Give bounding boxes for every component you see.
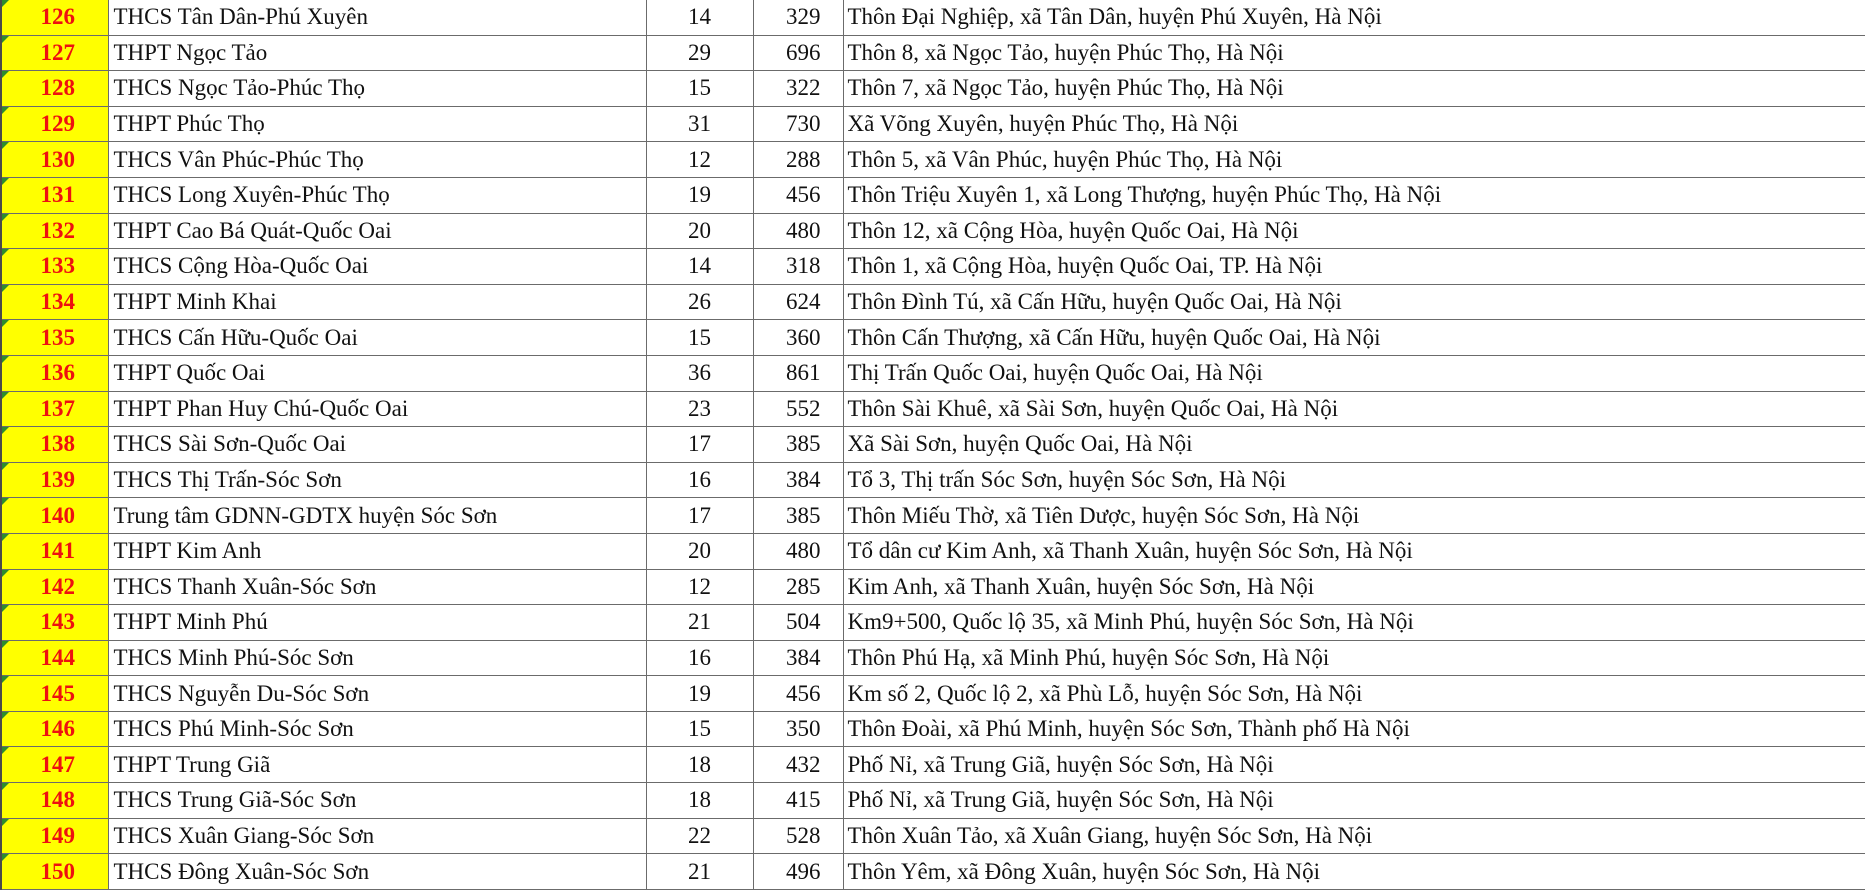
student-count-cell[interactable]: 480 (753, 533, 843, 569)
school-name-cell[interactable]: THPT Minh Phú (108, 605, 646, 641)
table-row (1, 605, 1865, 641)
student-count-cell[interactable]: 360 (753, 320, 843, 356)
row-number-cell[interactable]: 132 (1, 213, 108, 249)
student-count-cell[interactable]: 415 (753, 783, 843, 819)
class-count-cell[interactable]: 26 (646, 284, 753, 320)
class-count-cell[interactable]: 17 (646, 498, 753, 534)
address-cell[interactable]: Xã Sài Sơn, huyện Quốc Oai, Hà Nội (843, 427, 1865, 463)
table-row (1, 213, 1865, 249)
class-count-cell[interactable]: 15 (646, 711, 753, 747)
class-count-cell[interactable]: 20 (646, 533, 753, 569)
table-row (1, 320, 1865, 356)
class-count-cell[interactable]: 16 (646, 640, 753, 676)
row-number-cell[interactable]: 137 (1, 391, 108, 427)
row-number-cell[interactable]: 141 (1, 533, 108, 569)
table-row (1, 818, 1865, 854)
student-count-cell[interactable]: 285 (753, 569, 843, 605)
class-count-cell[interactable]: 14 (646, 0, 753, 35)
class-count-cell[interactable]: 36 (646, 355, 753, 391)
school-name-cell[interactable]: THCS Đông Xuân-Sóc Sơn (108, 854, 646, 890)
school-name-cell[interactable]: THPT Trung Giã (108, 747, 646, 783)
table-row (1, 427, 1865, 463)
row-number-cell[interactable]: 142 (1, 569, 108, 605)
row-number-cell[interactable]: 147 (1, 747, 108, 783)
table-row (1, 640, 1865, 676)
table-row (1, 0, 1865, 35)
address-cell[interactable]: Thôn Triệu Xuyên 1, xã Long Thượng, huyện Phúc Thọ, Hà Nội (843, 177, 1865, 213)
class-count-cell[interactable]: 12 (646, 569, 753, 605)
table-row (1, 676, 1865, 712)
address-cell[interactable]: Kim Anh, xã Thanh Xuân, huyện Sóc Sơn, Hà Nội (843, 569, 1865, 605)
student-count-cell[interactable]: 385 (753, 427, 843, 463)
row-number-cell[interactable]: 148 (1, 783, 108, 819)
class-count-cell[interactable]: 31 (646, 106, 753, 142)
address-cell[interactable]: Thôn 5, xã Vân Phúc, huyện Phúc Thọ, Hà Nội (843, 142, 1865, 178)
student-count-cell[interactable]: 861 (753, 355, 843, 391)
row-number-cell[interactable]: 129 (1, 106, 108, 142)
class-count-cell[interactable]: 20 (646, 213, 753, 249)
table-row (1, 569, 1865, 605)
student-count-cell[interactable]: 432 (753, 747, 843, 783)
table-row (1, 249, 1865, 285)
row-number-cell[interactable]: 144 (1, 640, 108, 676)
student-count-cell[interactable]: 624 (753, 284, 843, 320)
table-row (1, 747, 1865, 783)
address-cell[interactable]: Phố Nỉ, xã Trung Giã, huyện Sóc Sơn, Hà Nội (843, 783, 1865, 819)
row-number-cell[interactable]: 140 (1, 498, 108, 534)
student-count-cell[interactable]: 350 (753, 711, 843, 747)
table-row (1, 498, 1865, 534)
row-number-cell[interactable]: 138 (1, 427, 108, 463)
row-number-cell[interactable]: 143 (1, 605, 108, 641)
student-count-cell[interactable]: 504 (753, 605, 843, 641)
address-cell[interactable]: Phố Nỉ, xã Trung Giã, huyện Sóc Sơn, Hà Nội (843, 747, 1865, 783)
student-count-cell[interactable]: 552 (753, 391, 843, 427)
table-row (1, 854, 1865, 890)
address-cell[interactable]: Thị Trấn Quốc Oai, huyện Quốc Oai, Hà Nội (843, 355, 1865, 391)
address-cell[interactable]: Thôn 8, xã Ngọc Tảo, huyện Phúc Thọ, Hà Nội (843, 35, 1865, 71)
table-row (1, 533, 1865, 569)
address-cell[interactable]: Thôn 7, xã Ngọc Tảo, huyện Phúc Thọ, Hà Nội (843, 71, 1865, 107)
address-cell[interactable]: Thôn 12, xã Cộng Hòa, huyện Quốc Oai, Hà Nội (843, 213, 1865, 249)
school-name-cell[interactable]: THCS Phú Minh-Sóc Sơn (108, 711, 646, 747)
school-name-cell[interactable]: THPT Phúc Thọ (108, 106, 646, 142)
row-number-cell[interactable]: 135 (1, 320, 108, 356)
row-number-cell[interactable]: 139 (1, 462, 108, 498)
table-row (1, 391, 1865, 427)
school-name-cell[interactable]: THCS Vân Phúc-Phúc Thọ (108, 142, 646, 178)
address-cell[interactable]: Thôn Xuân Tảo, xã Xuân Giang, huyện Sóc Sơn, Hà Nội (843, 818, 1865, 854)
row-number-cell[interactable]: 149 (1, 818, 108, 854)
class-count-cell[interactable]: 21 (646, 854, 753, 890)
row-number-cell[interactable]: 130 (1, 142, 108, 178)
address-cell[interactable]: Thôn Đoài, xã Phú Minh, huyện Sóc Sơn, Thành phố Hà Nội (843, 711, 1865, 747)
student-count-cell[interactable]: 384 (753, 640, 843, 676)
class-count-cell[interactable]: 19 (646, 177, 753, 213)
class-count-cell[interactable]: 23 (646, 391, 753, 427)
row-number-cell[interactable]: 127 (1, 35, 108, 71)
school-name-cell[interactable]: THCS Minh Phú-Sóc Sơn (108, 640, 646, 676)
class-count-cell[interactable]: 15 (646, 71, 753, 107)
school-name-cell[interactable]: Trung tâm GDNN-GDTX huyện Sóc Sơn (108, 498, 646, 534)
class-count-cell[interactable]: 22 (646, 818, 753, 854)
class-count-cell[interactable]: 17 (646, 427, 753, 463)
row-number-cell[interactable]: 146 (1, 711, 108, 747)
address-cell[interactable]: Thôn Miếu Thờ, xã Tiên Dược, huyện Sóc Sơn, Hà Nội (843, 498, 1865, 534)
school-name-cell[interactable]: THCS Nguyễn Du-Sóc Sơn (108, 676, 646, 712)
school-name-cell[interactable]: THCS Cộng Hòa-Quốc Oai (108, 249, 646, 285)
address-cell[interactable]: Thôn Sài Khuê, xã Sài Sơn, huyện Quốc Oai, Hà Nội (843, 391, 1865, 427)
student-count-cell[interactable]: 456 (753, 177, 843, 213)
school-name-cell[interactable]: THPT Quốc Oai (108, 355, 646, 391)
table-row (1, 35, 1865, 71)
address-cell[interactable]: Thôn Yêm, xã Đông Xuân, huyện Sóc Sơn, Hà Nội (843, 854, 1865, 890)
class-count-cell[interactable]: 16 (646, 462, 753, 498)
table-row (1, 177, 1865, 213)
student-count-cell[interactable]: 730 (753, 106, 843, 142)
student-count-cell[interactable]: 496 (753, 854, 843, 890)
student-count-cell[interactable]: 288 (753, 142, 843, 178)
row-number-cell[interactable]: 126 (1, 0, 108, 35)
row-number-cell[interactable]: 136 (1, 355, 108, 391)
school-name-cell[interactable]: THCS Xuân Giang-Sóc Sơn (108, 818, 646, 854)
address-cell[interactable]: Thôn Đại Nghiệp, xã Tân Dân, huyện Phú Xuyên, Hà Nội (843, 0, 1865, 35)
student-count-cell[interactable]: 385 (753, 498, 843, 534)
student-count-cell[interactable]: 318 (753, 249, 843, 285)
table-row (1, 106, 1865, 142)
school-name-cell[interactable]: THPT Minh Khai (108, 284, 646, 320)
class-count-cell[interactable]: 18 (646, 747, 753, 783)
student-count-cell[interactable]: 456 (753, 676, 843, 712)
table-row (1, 142, 1865, 178)
table-row (1, 783, 1865, 819)
address-cell[interactable]: Xã Võng Xuyên, huyện Phúc Thọ, Hà Nội (843, 106, 1865, 142)
class-count-cell[interactable]: 12 (646, 142, 753, 178)
school-name-cell[interactable]: THCS Thị Trấn-Sóc Sơn (108, 462, 646, 498)
row-number-cell[interactable]: 131 (1, 177, 108, 213)
school-name-cell[interactable]: THCS Cấn Hữu-Quốc Oai (108, 320, 646, 356)
row-number-cell[interactable]: 134 (1, 284, 108, 320)
school-name-cell[interactable]: THPT Cao Bá Quát-Quốc Oai (108, 213, 646, 249)
student-count-cell[interactable]: 480 (753, 213, 843, 249)
class-count-cell[interactable]: 15 (646, 320, 753, 356)
address-cell[interactable]: Thôn Cấn Thượng, xã Cấn Hữu, huyện Quốc Oai, Hà Nội (843, 320, 1865, 356)
school-name-cell[interactable]: THCS Tân Dân-Phú Xuyên (108, 0, 646, 35)
student-count-cell[interactable]: 329 (753, 0, 843, 35)
row-number-cell[interactable]: 133 (1, 249, 108, 285)
address-cell[interactable]: Km9+500, Quốc lộ 35, xã Minh Phú, huyện Sóc Sơn, Hà Nội (843, 605, 1865, 641)
row-number-cell[interactable]: 150 (1, 854, 108, 890)
student-count-cell[interactable]: 384 (753, 462, 843, 498)
class-count-cell[interactable]: 14 (646, 249, 753, 285)
school-name-cell[interactable]: THPT Kim Anh (108, 533, 646, 569)
address-cell[interactable]: Thôn Đình Tú, xã Cấn Hữu, huyện Quốc Oai, Hà Nội (843, 284, 1865, 320)
student-count-cell[interactable]: 528 (753, 818, 843, 854)
spreadsheet-body (1, 0, 1865, 889)
school-name-cell[interactable]: THCS Sài Sơn-Quốc Oai (108, 427, 646, 463)
address-cell[interactable]: Thôn Phú Hạ, xã Minh Phú, huyện Sóc Sơn, Hà Nội (843, 640, 1865, 676)
student-count-cell[interactable]: 322 (753, 71, 843, 107)
address-cell[interactable]: Km số 2, Quốc lộ 2, xã Phù Lỗ, huyện Sóc Sơn, Hà Nội (843, 676, 1865, 712)
address-cell[interactable]: Tổ 3, Thị trấn Sóc Sơn, huyện Sóc Sơn, Hà Nội (843, 462, 1865, 498)
school-name-cell[interactable]: THCS Ngọc Tảo-Phúc Thọ (108, 71, 646, 107)
school-name-cell[interactable]: THCS Thanh Xuân-Sóc Sơn (108, 569, 646, 605)
student-count-cell[interactable]: 696 (753, 35, 843, 71)
table-row (1, 71, 1865, 107)
table-row (1, 355, 1865, 391)
row-number-cell[interactable]: 145 (1, 676, 108, 712)
row-number-cell[interactable]: 128 (1, 71, 108, 107)
school-name-cell[interactable]: THCS Long Xuyên-Phúc Thọ (108, 177, 646, 213)
class-count-cell[interactable]: 19 (646, 676, 753, 712)
school-name-cell[interactable]: THPT Phan Huy Chú-Quốc Oai (108, 391, 646, 427)
table-row (1, 711, 1865, 747)
class-count-cell[interactable]: 18 (646, 783, 753, 819)
address-cell[interactable]: Thôn 1, xã Cộng Hòa, huyện Quốc Oai, TP. Hà Nội (843, 249, 1865, 285)
class-count-cell[interactable]: 29 (646, 35, 753, 71)
table-row (1, 462, 1865, 498)
school-name-cell[interactable]: THPT Ngọc Tảo (108, 35, 646, 71)
address-cell[interactable]: Tổ dân cư Kim Anh, xã Thanh Xuân, huyện Sóc Sơn, Hà Nội (843, 533, 1865, 569)
class-count-cell[interactable]: 21 (646, 605, 753, 641)
school-name-cell[interactable]: THCS Trung Giã-Sóc Sơn (108, 783, 646, 819)
table-row (1, 284, 1865, 320)
